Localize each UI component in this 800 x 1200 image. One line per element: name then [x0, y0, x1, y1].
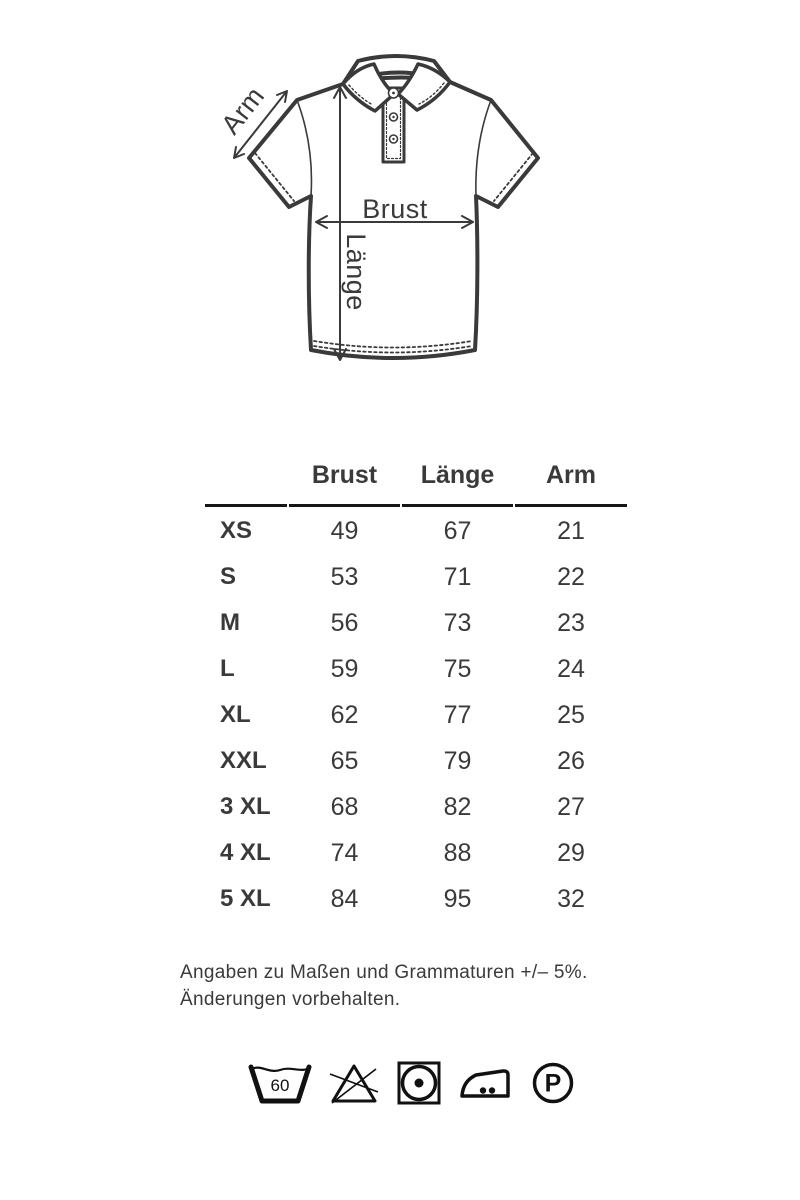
arm-cell: 27	[557, 792, 585, 821]
laenge-cell: 77	[443, 700, 472, 729]
arm-cell: 23	[557, 608, 585, 637]
dry-clean-letter: P	[544, 1069, 562, 1098]
laenge-cell: 88	[443, 838, 472, 867]
size-cell: XS	[220, 517, 253, 544]
brust-label: Brust	[362, 194, 428, 224]
table-row	[205, 783, 627, 829]
dry-clean-p-icon	[530, 1060, 576, 1106]
brust-cell: 65	[330, 746, 359, 775]
table-row	[205, 829, 627, 875]
brust-cell: 68	[330, 792, 359, 821]
brust-cell: 74	[330, 838, 359, 867]
arm-label: Arm	[215, 81, 271, 140]
size-cell: L	[220, 655, 235, 682]
table-row	[205, 599, 627, 645]
arm-cell: 32	[557, 884, 585, 913]
size-cell: 3 XL	[220, 793, 271, 820]
size-cell: S	[220, 563, 237, 590]
size-cell: M	[220, 609, 240, 636]
wash-60-icon	[248, 1060, 312, 1106]
table-header-row	[205, 461, 627, 507]
brust-cell: 84	[330, 884, 359, 913]
laenge-cell: 79	[443, 746, 472, 775]
brust-cell: 62	[330, 700, 359, 729]
laenge-cell: 67	[443, 516, 472, 545]
laenge-cell: 82	[443, 792, 472, 821]
table-row	[205, 737, 627, 783]
laenge-cell: 71	[443, 562, 472, 591]
size-cell: XXL	[220, 747, 267, 774]
disclaimer-text	[180, 959, 588, 1013]
header-brust: Brust	[289, 461, 400, 507]
arm-cell: 29	[557, 838, 585, 867]
do-not-bleach-icon	[329, 1060, 379, 1106]
polo-shirt-diagram	[0, 0, 800, 440]
table-row	[205, 553, 627, 599]
table-row	[205, 691, 627, 737]
care-symbols-row	[12, 1060, 800, 1106]
size-cell: 4 XL	[220, 839, 271, 866]
laenge-label: Länge	[341, 233, 371, 311]
size-cell: XL	[220, 701, 251, 728]
arm-cell: 26	[557, 746, 585, 775]
iron-two-dots-icon	[459, 1063, 513, 1103]
brust-cell: 59	[330, 654, 359, 683]
size-table	[203, 461, 629, 921]
arm-cell: 25	[557, 700, 585, 729]
brust-cell: 49	[330, 516, 359, 545]
table-row	[205, 875, 627, 921]
table-row	[205, 645, 627, 691]
tumble-dry-low-icon	[396, 1060, 442, 1106]
laenge-cell: 95	[443, 884, 472, 913]
table-row	[205, 507, 627, 553]
header-size-column	[205, 461, 287, 507]
size-cell: 5 XL	[220, 885, 271, 912]
header-arm: Arm	[515, 461, 627, 507]
arm-cell: 21	[557, 516, 585, 545]
arm-cell: 24	[557, 654, 585, 683]
laenge-cell: 75	[443, 654, 472, 683]
disclaimer-line-1: Angaben zu Maßen und Grammaturen +/– 5%.	[180, 962, 588, 983]
disclaimer-line-2: Änderungen vorbehalten.	[180, 989, 401, 1010]
arm-cell: 22	[557, 562, 585, 591]
brust-cell: 56	[330, 608, 359, 637]
wash-temp-label: 60	[270, 1076, 290, 1095]
laenge-cell: 73	[443, 608, 472, 637]
header-laenge: Länge	[402, 461, 513, 507]
brust-cell: 53	[330, 562, 359, 591]
